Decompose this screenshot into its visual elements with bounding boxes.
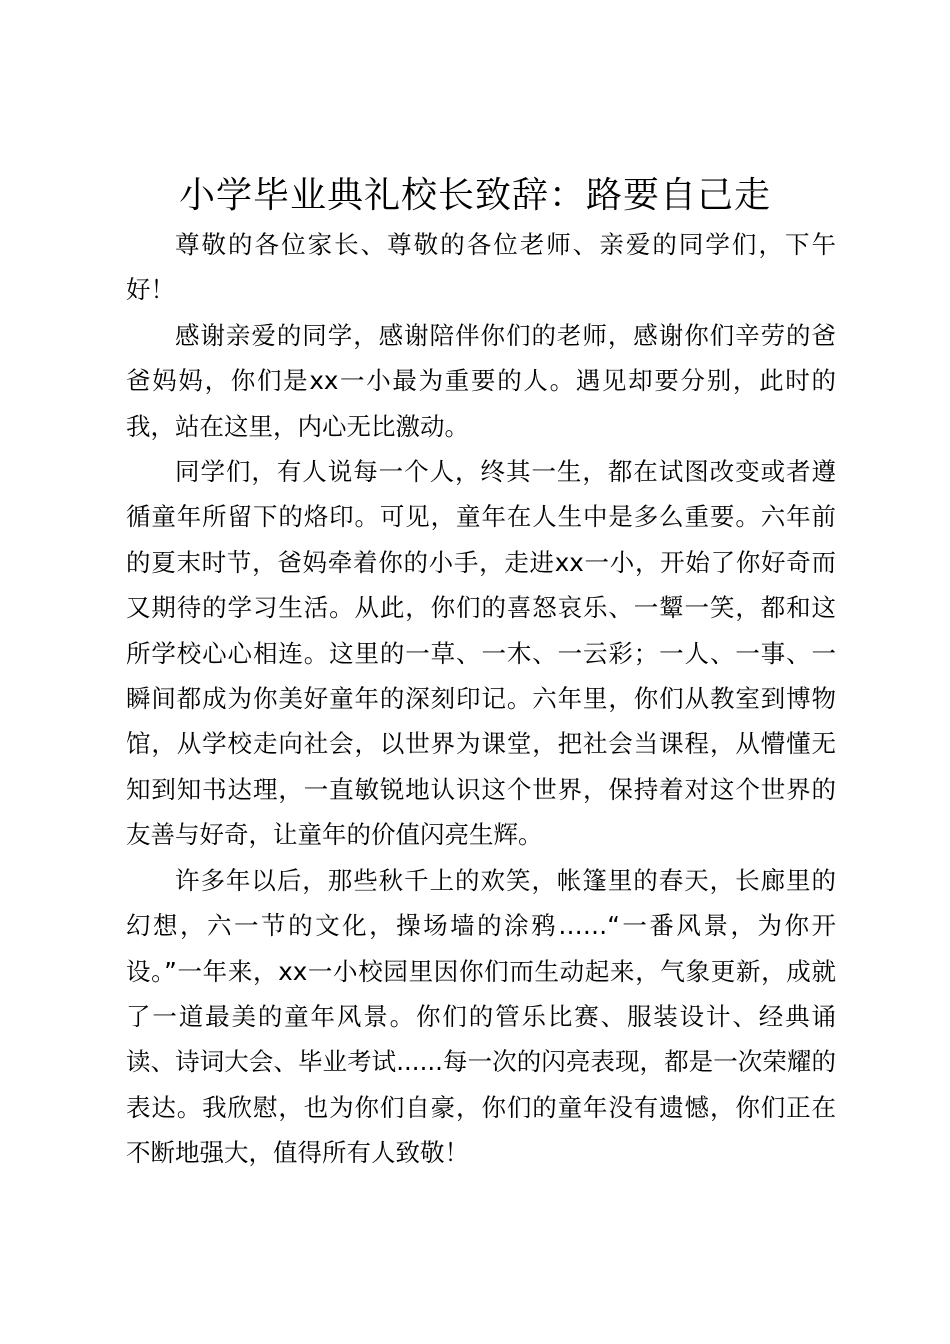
paragraph-greeting: 尊敬的各位家长、尊敬的各位老师、亲爱的同学们，下午好！ [126,230,836,305]
paragraph-thanks: 感谢亲爱的同学，感谢陪伴你们的老师，感谢你们辛劳的爸爸妈妈，你们是xx一小最为重要的人。遇见却要分别，此时的我，站在这里，内心无比激动。 [126,320,836,441]
paragraph-childhood: 同学们，有人说每一个人，终其一生，都在试图改变或者遵循童年所留下的烙印。可见，童年在人生中是多么重要。六年前的夏末时节，爸妈牵着你的小手，走进xx一小，开始了你好奇而又期待的学习生活。从此，你们的喜怒哀乐、一颦一笑，都和这所学校心心相连。这里的一草、一木、一云彩；一人、一事、一瞬间都成为你美好童年的深刻印记。六年里，你们从教室到博物馆，从学校走向社会，以世界为课堂，把社会当课程，从懵懂无知到知书达理，一直敏锐地认识这个世界，保持着对这个世界的友善与好奇，让童年的价值闪亮生辉。 [126,457,836,850]
document-title: 小学毕业典礼校长致辞：路要自己走 [178,175,771,216]
document-body [126,222,836,1176]
paragraph-memories: 许多年以后，那些秋千上的欢笑，帐篷里的春天，长廊里的幻想，六一节的文化，操场墙的涂鸦……“一番风景，为你开设。”一年来，xx一小校园里因你们而生动起来，气象更新，成就了一道最美的童年风景。你们的管乐比赛、服装设计、经典诵读、诗词大会、毕业考试......每一次的闪亮表现，都是一次荣耀的表达。我欣慰，也为你们自豪，你们的童年没有遗憾，你们正在不断地强大，值得所有人致敬！ [126,865,836,1168]
